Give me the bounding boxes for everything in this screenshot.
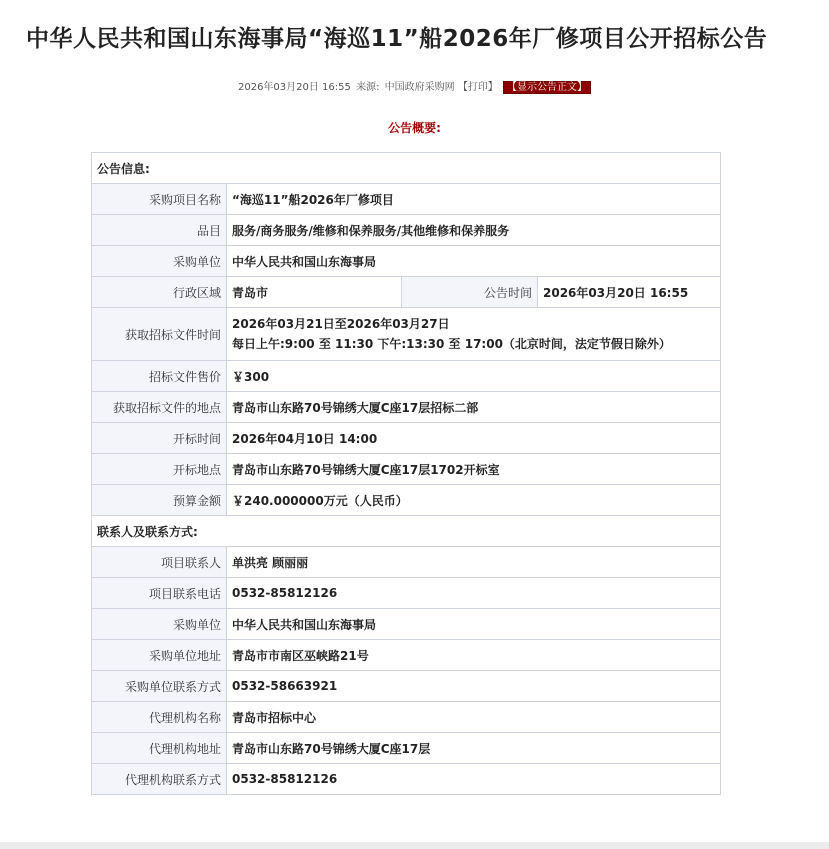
show-original-button[interactable]: 【显示公告正文】 xyxy=(503,81,591,94)
section-title-announcement: 公告信息: xyxy=(92,153,721,184)
doc-price-value: ￥300 xyxy=(227,361,721,392)
table-row xyxy=(92,277,721,308)
field-label: 采购单位地址 xyxy=(92,640,227,671)
field-label: 代理机构名称 xyxy=(92,702,227,733)
source-label: 来源: xyxy=(356,82,380,93)
field-label: 采购项目名称 xyxy=(92,184,227,215)
obtain-time-dates: 2026年03月21日至2026年03月27日 xyxy=(232,317,450,331)
source-link[interactable]: 中国政府采购网 xyxy=(384,82,455,93)
field-label: 开标地点 xyxy=(92,454,227,485)
table-row xyxy=(92,153,721,184)
purchaser-value: 中华人民共和国山东海事局 xyxy=(227,246,721,277)
publish-datetime: 2026年03月20日 16:55 xyxy=(237,82,351,93)
agency-contact-value: 0532-85812126 xyxy=(227,764,721,795)
field-label: 代理机构联系方式 xyxy=(92,764,227,795)
field-label: 行政区域 xyxy=(92,277,227,308)
field-label: 招标文件售价 xyxy=(92,361,227,392)
table-row xyxy=(92,454,721,485)
field-label: 品目 xyxy=(92,215,227,246)
table-row xyxy=(92,609,721,640)
meta-line xyxy=(0,78,829,93)
obtain-time-hours: 每日上午:9:00 至 11:30 下午:13:30 至 17:00（北京时间，法定节假日除外） xyxy=(232,337,671,351)
field-label: 获取招标文件时间 xyxy=(92,308,227,361)
section-title-contacts: 联系人及联系方式: xyxy=(92,516,721,547)
field-label: 采购单位 xyxy=(92,246,227,277)
table-row xyxy=(92,671,721,702)
field-label: 项目联系电话 xyxy=(92,578,227,609)
field-label: 预算金额 xyxy=(92,485,227,516)
project-phone-value: 0532-85812126 xyxy=(227,578,721,609)
table-row xyxy=(92,547,721,578)
open-time-value: 2026年04月10日 14:00 xyxy=(227,423,721,454)
table-row xyxy=(92,578,721,609)
project-name-value: “海巡11”船2026年厂修项目 xyxy=(227,184,721,215)
table-row xyxy=(92,733,721,764)
field-label: 项目联系人 xyxy=(92,547,227,578)
category-value: 服务/商务服务/维修和保养服务/其他维修和保养服务 xyxy=(227,215,721,246)
field-label: 开标时间 xyxy=(92,423,227,454)
purchaser-contact-value: 0532-58663921 xyxy=(227,671,721,702)
announce-time-value: 2026年03月20日 16:55 xyxy=(538,277,721,308)
field-label: 代理机构地址 xyxy=(92,733,227,764)
region-value: 青岛市 xyxy=(227,277,402,308)
page-title: 中华人民共和国山东海事局“海巡11”船2026年厂修项目公开招标公告 xyxy=(26,26,768,52)
summary-title: 公告概要: xyxy=(388,121,441,135)
table-row xyxy=(92,702,721,733)
table-row xyxy=(92,392,721,423)
table-row xyxy=(92,485,721,516)
footer-bar xyxy=(0,842,829,849)
table-row xyxy=(92,640,721,671)
table-row xyxy=(92,764,721,795)
obtain-place-value: 青岛市山东路70号锦绣大厦C座17层招标二部 xyxy=(227,392,721,423)
obtain-time-value xyxy=(227,308,721,361)
table-row xyxy=(92,308,721,361)
budget-value: ￥240.000000万元（人民币） xyxy=(227,485,721,516)
table-row xyxy=(92,423,721,454)
open-place-value: 青岛市山东路70号锦绣大厦C座17层1702开标室 xyxy=(227,454,721,485)
table-row xyxy=(92,516,721,547)
table-row xyxy=(92,361,721,392)
table-row xyxy=(92,184,721,215)
table-row xyxy=(92,215,721,246)
agency-address-value: 青岛市山东路70号锦绣大厦C座17层 xyxy=(227,733,721,764)
project-contact-value: 单洪亮 顾丽丽 xyxy=(227,547,721,578)
field-label: 获取招标文件的地点 xyxy=(92,392,227,423)
announcement-table xyxy=(91,152,721,795)
purchaser-address-value: 青岛市市南区巫峡路21号 xyxy=(227,640,721,671)
field-label: 采购单位 xyxy=(92,609,227,640)
print-link[interactable]: 【打印】 xyxy=(457,82,498,93)
agency-name-value: 青岛市招标中心 xyxy=(227,702,721,733)
table-row xyxy=(92,246,721,277)
field-label: 采购单位联系方式 xyxy=(92,671,227,702)
contact-purchaser-value: 中华人民共和国山东海事局 xyxy=(227,609,721,640)
field-label: 公告时间 xyxy=(402,277,538,308)
